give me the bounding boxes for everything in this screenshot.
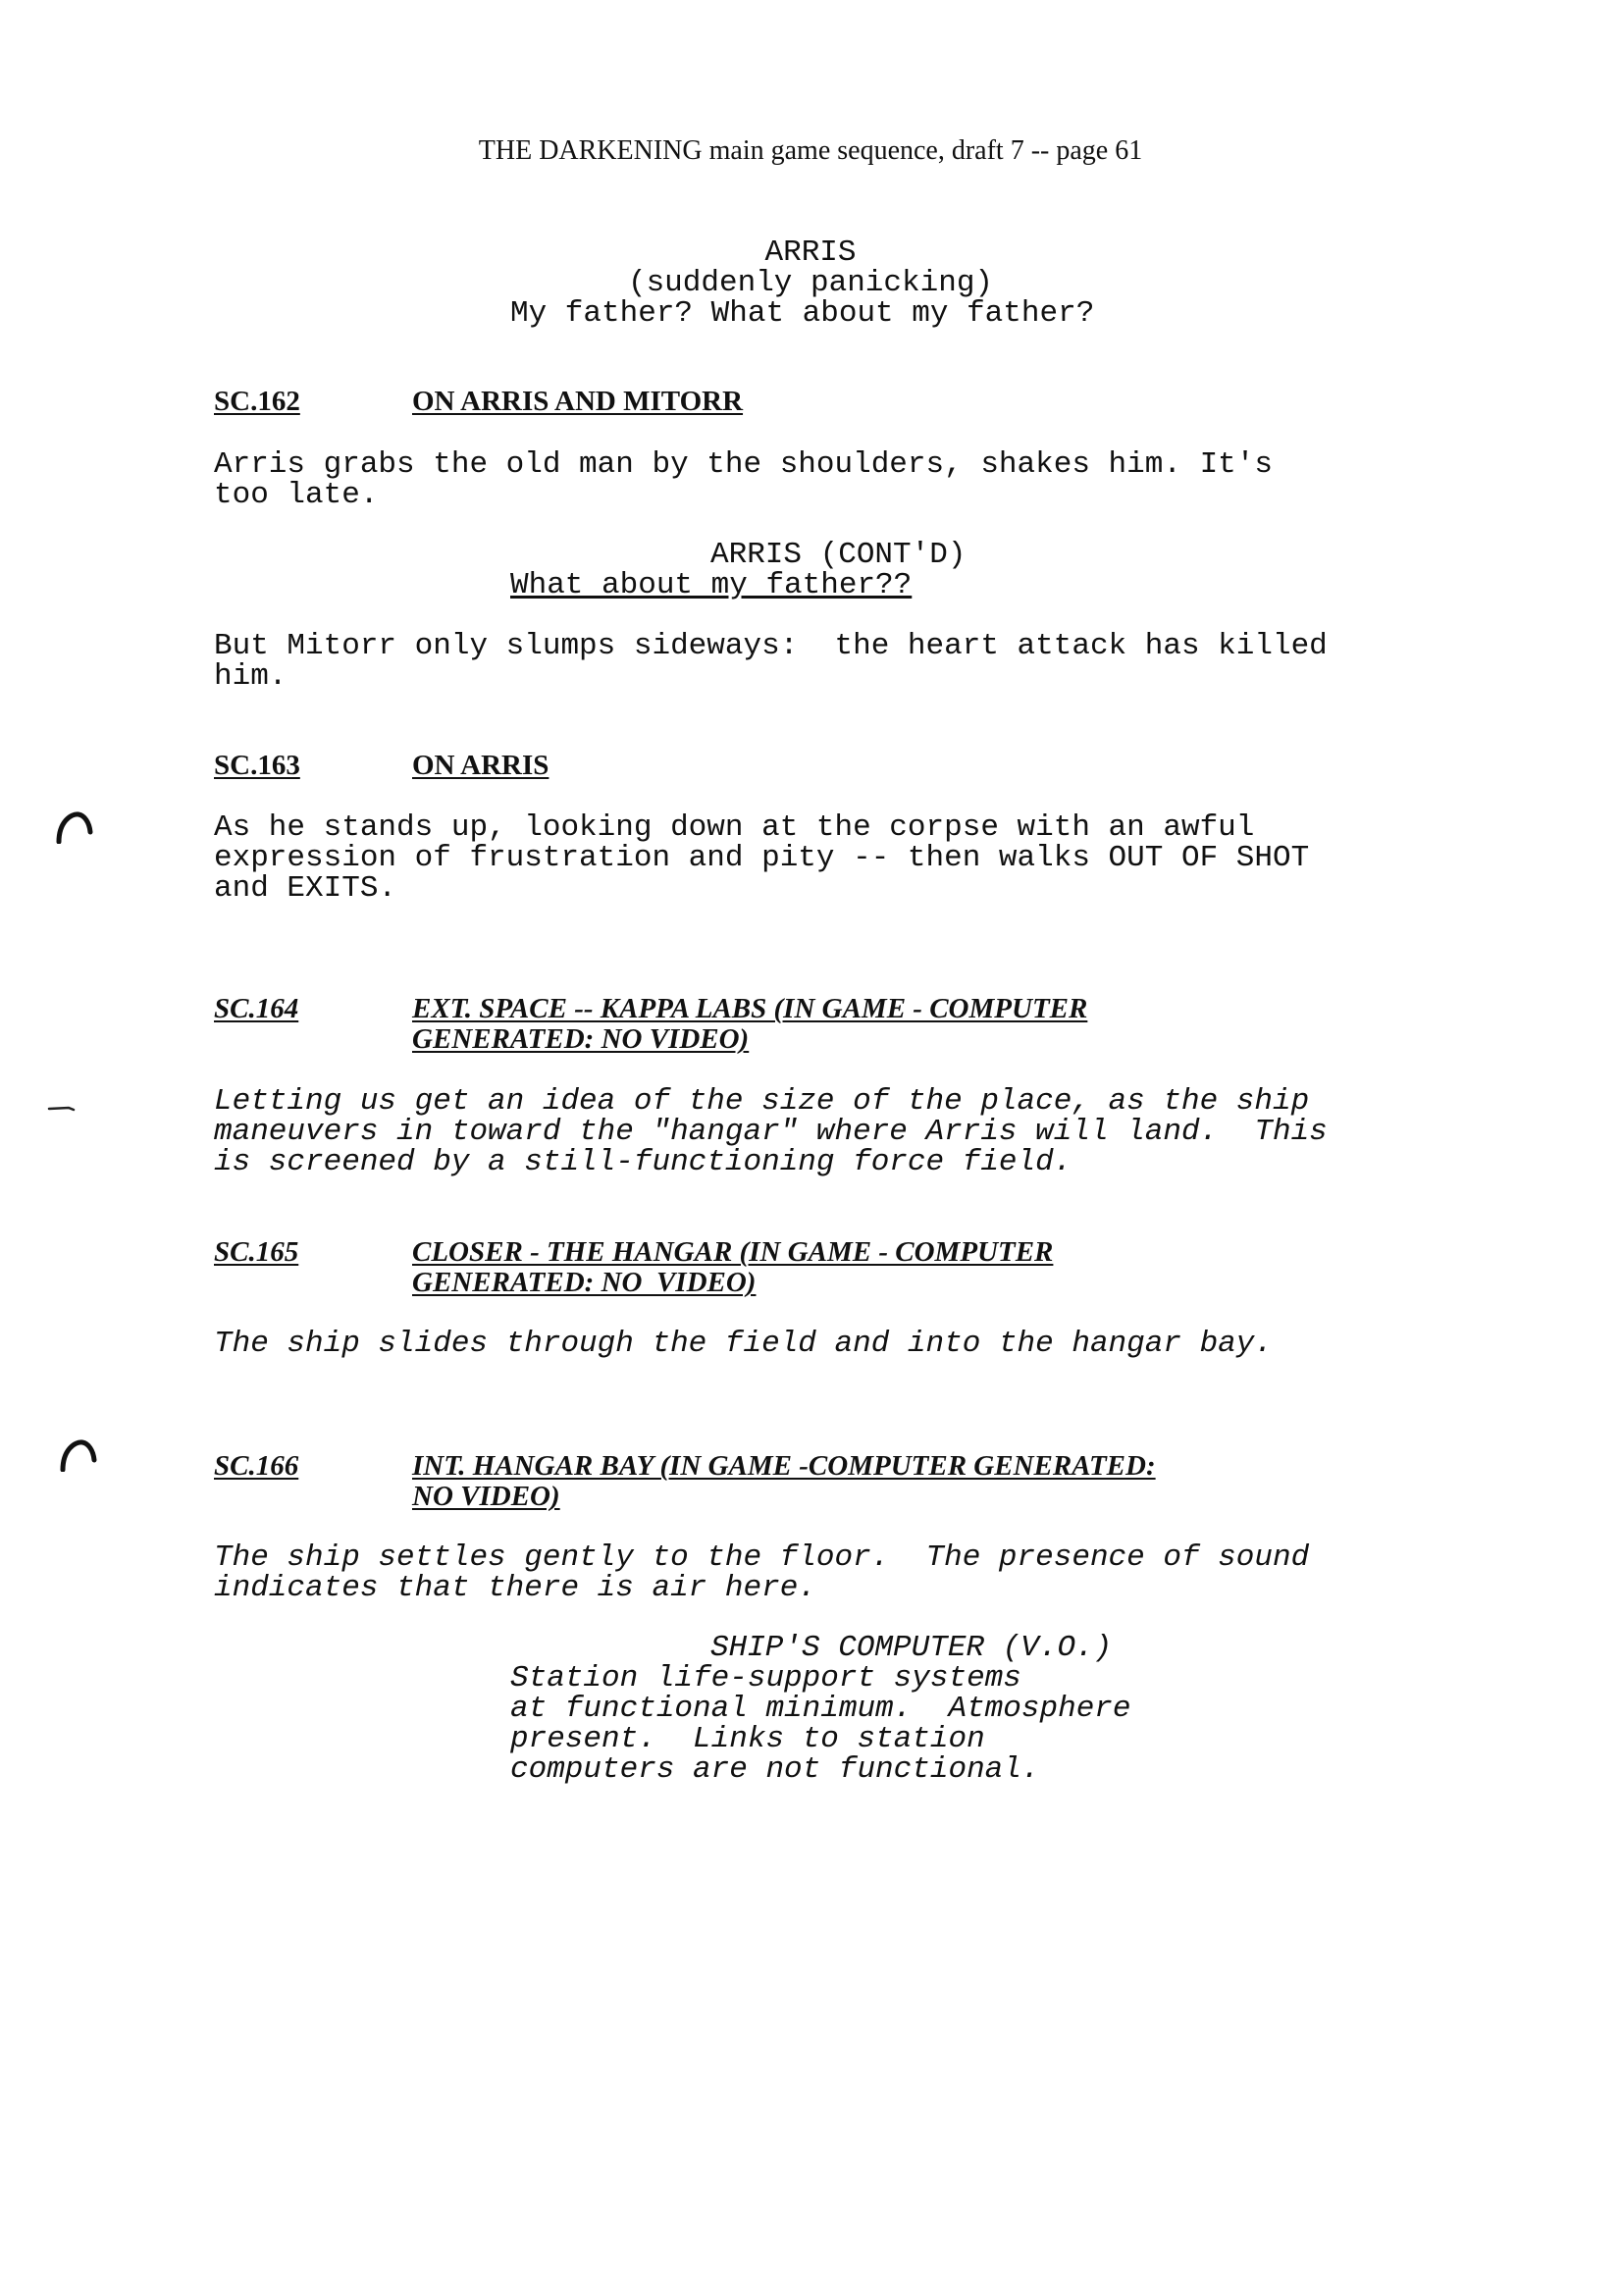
page-header: THE DARKENING main game sequence, draft 7 -- page 61 xyxy=(478,135,1143,166)
action-line: As he stands up, looking down at the corpse with an awful xyxy=(214,810,1255,845)
character-name: SHIP'S COMPUTER (V.O.) xyxy=(710,1631,1113,1665)
action-line: maneuvers in toward the "hangar" where Arris will land. This xyxy=(214,1115,1328,1149)
scene-number: SC.162 xyxy=(214,386,300,417)
action-line: indicates that there is air here. xyxy=(214,1571,816,1605)
character-name: ARRIS xyxy=(764,235,857,270)
action-line: too late. xyxy=(214,478,379,512)
scene-number: SC.163 xyxy=(214,750,300,781)
action-line: and EXITS. xyxy=(214,871,397,906)
scene-heading: INT. HANGAR BAY (IN GAME -COMPUTER GENERATED: xyxy=(412,1450,1156,1482)
hole-punch-mark-icon xyxy=(59,1438,98,1472)
scene-heading-continued: NO VIDEO) xyxy=(412,1481,560,1512)
dialogue-line: at functional minimum. Atmosphere xyxy=(510,1692,1131,1726)
dialogue-line: computers are not functional. xyxy=(510,1752,1040,1787)
action-line: The ship slides through the field and into the hangar bay. xyxy=(214,1327,1273,1361)
scene-heading-continued: GENERATED: NO VIDEO) xyxy=(412,1023,750,1055)
hole-punch-mark-icon xyxy=(55,810,94,844)
dialogue-line: Station life-support systems xyxy=(510,1661,1021,1696)
scene-heading: EXT. SPACE -- KAPPA LABS (IN GAME - COMPUTER xyxy=(412,993,1088,1024)
dialogue-line: present. Links to station xyxy=(510,1722,985,1756)
action-line: The ship settles gently to the floor. The presence of sound xyxy=(214,1540,1310,1575)
action-line: Letting us get an idea of the size of the place, as the ship xyxy=(214,1084,1310,1119)
character-name: ARRIS (CONT'D) xyxy=(710,538,967,572)
scene-heading: ON ARRIS AND MITORR xyxy=(412,386,744,417)
action-line: is screened by a still-functioning force field. xyxy=(214,1145,1072,1179)
scene-number: SC.164 xyxy=(214,993,299,1024)
scene-number: SC.165 xyxy=(214,1236,299,1268)
scene-number: SC.166 xyxy=(214,1450,299,1482)
scene-heading: ON ARRIS xyxy=(412,750,549,781)
dash-mark-icon xyxy=(47,1105,77,1113)
action-line: expression of frustration and pity -- then walks OUT OF SHOT xyxy=(214,841,1310,875)
action-line: But Mitorr only slumps sideways: the heart attack has killed xyxy=(214,629,1328,663)
parenthetical: (suddenly panicking) xyxy=(627,266,994,300)
scene-heading: CLOSER - THE HANGAR (IN GAME - COMPUTER xyxy=(412,1236,1054,1268)
dialogue-line: My father? What about my father? xyxy=(510,296,1095,331)
action-line: Arris grabs the old man by the shoulders, shakes him. It's xyxy=(214,447,1273,482)
action-line: him. xyxy=(214,659,288,694)
scene-heading-continued: GENERATED: NO VIDEO) xyxy=(412,1267,757,1298)
dialogue-line: What about my father?? xyxy=(510,568,913,602)
